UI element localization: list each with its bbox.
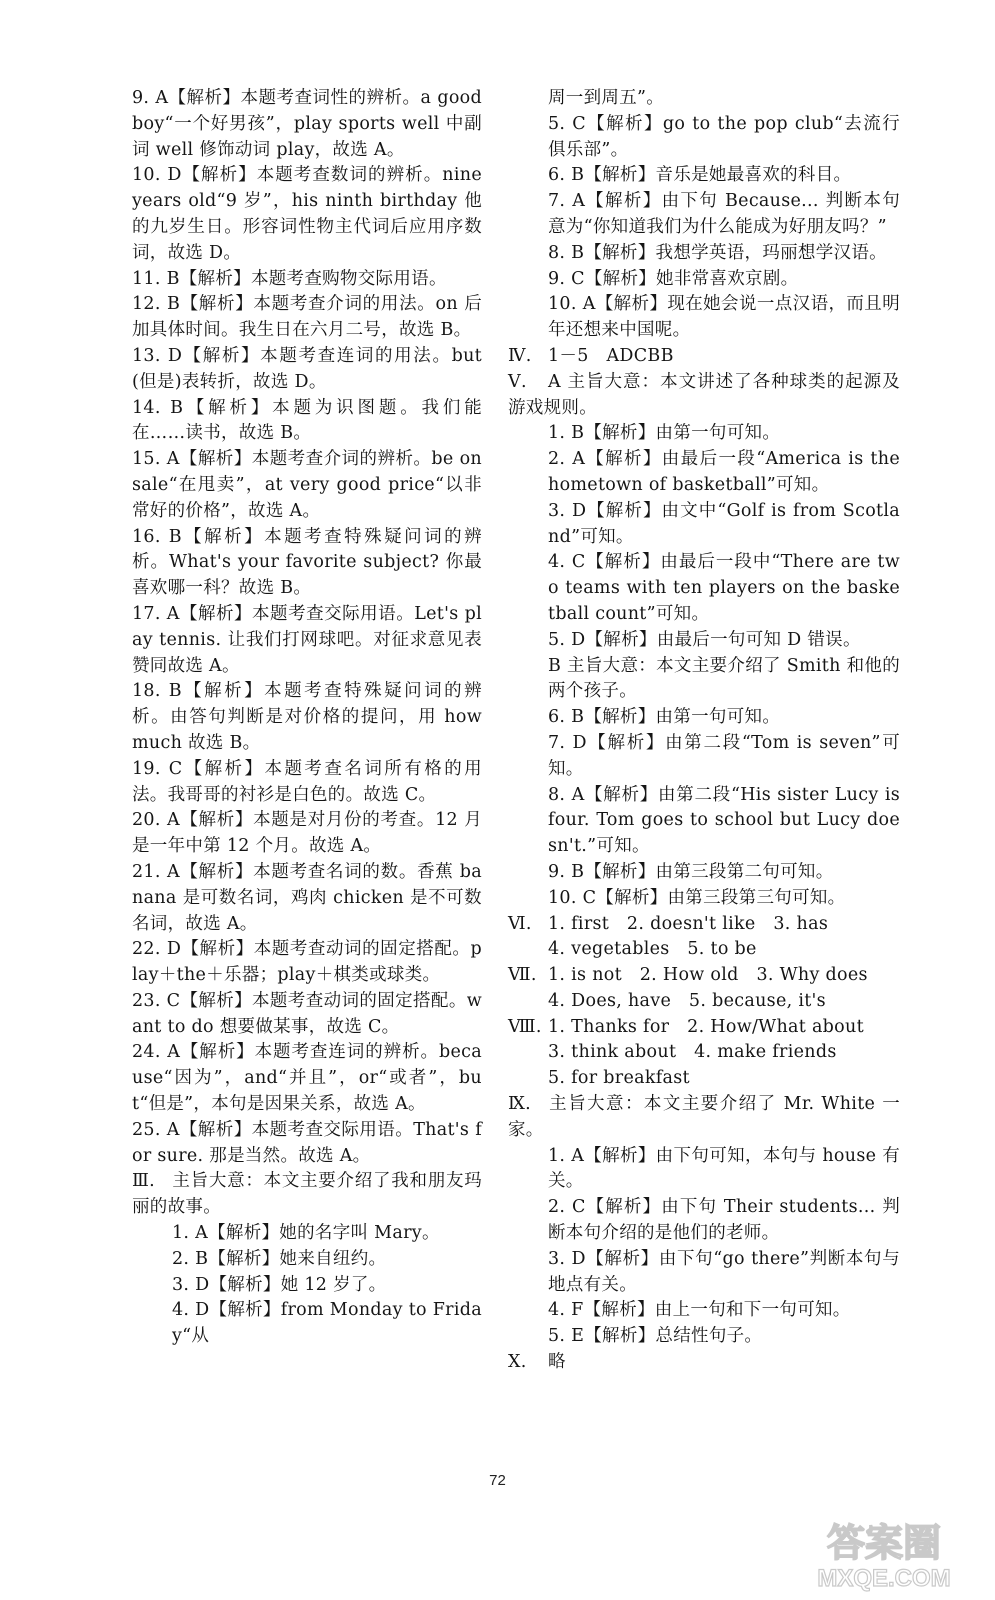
answer-item: 12. B【解析】本题考查介词的用法。on 后加具体时间。我生日在六月二号，故选 B。 (132, 294, 482, 341)
section-text: 1. Thanks for 2. How/What about (548, 1016, 864, 1037)
section-7 (508, 963, 900, 989)
answer-item: 1. A【解析】她的名字叫 Mary。 (172, 1223, 440, 1244)
answer-line: 4. Does, have 5. because, it's (548, 990, 826, 1011)
section-8 (508, 1015, 900, 1041)
answer-item: 9. B【解析】由第三段第二句可知。 (548, 861, 834, 882)
answer-line: 5. for breakfast (548, 1068, 690, 1089)
answer-item: 5. E【解析】总结性句子。 (548, 1326, 763, 1347)
section-number: Ⅹ. (508, 1352, 527, 1373)
section-number: Ⅲ. (132, 1171, 156, 1192)
section-text: 1. first 2. doesn't like 3. has (548, 913, 829, 934)
answer-item: 7. D【解析】由第二段“Tom is seven”可知。 (548, 732, 900, 779)
answer-item: 7. A【解析】由下句 Because... 判断本句意为“你知道我们为什么能成为好朋友吗？” (548, 191, 900, 237)
section-5-summary (508, 370, 900, 422)
answer-item: 22. D【解析】本题考查动词的固定搭配。play＋the＋乐器；play＋棋类或球类。 (132, 939, 482, 986)
answer-item-continued: 周一到周五”。 (548, 88, 665, 108)
answer-item: 17. A【解析】本题考查交际用语。Let's play tennis. 让我们打网球吧。对征求意见表赞同故选 A。 (132, 603, 482, 676)
section-text: 1－5 ADCBB (548, 345, 674, 366)
answer-item: 8. B【解析】我想学英语，玛丽想学汉语。 (548, 242, 887, 263)
page-number: 72 (489, 1472, 506, 1489)
section-9-summary (508, 1092, 900, 1144)
answer-item: 3. D【解析】她 12 岁了。 (172, 1274, 387, 1295)
answer-item: 3. D【解析】由文中“Golf is from Scotland”可知。 (548, 500, 900, 547)
answer-item: 20. A【解析】本题是对月份的考查。12 月是一年中第 12 个月。故选 A。 (132, 810, 482, 857)
answer-item: 19. C【解析】本题考查名词所有格的用法。我哥哥的衬衫是白色的。故选 C。 (132, 758, 482, 805)
answer-item: 24. A【解析】本题考查连词的辨析。because“因为”，and“并且”，or“或者”，but“但是”，本句是因果关系，故选 A。 (132, 1042, 482, 1115)
watermark-title: 答案圈 (826, 1521, 942, 1565)
answer-item: 8. A【解析】由第二段“His sister Lucy is four. Tom goes to school but Lucy doesn't.”可知。 (548, 784, 900, 857)
answer-item: 2. B【解析】她来自纽约。 (172, 1248, 387, 1269)
answer-item: 4. C【解析】由最后一段中“There are two teams with ten players on the basketball count”可知。 (548, 552, 900, 624)
section-number: Ⅸ. (508, 1094, 532, 1115)
section-text: A 主旨大意：本文讲述了各种球类的起源及游戏规则。 (508, 371, 900, 418)
answer-item: 23. C【解析】本题考查动词的固定搭配。want to do 想要做某事，故选 C。 (132, 990, 482, 1037)
section-number: Ⅶ. (508, 965, 537, 986)
answer-item: 18. B【解析】本题考查特殊疑问词的辨析。由答句判断是对价格的提问，用 how much 故选 B。 (132, 681, 482, 753)
watermark-logo (792, 1512, 977, 1592)
answer-item: 10. A【解析】现在她会说一点汉语，而且明年还想来中国呢。 (548, 294, 900, 341)
section-number: Ⅵ. (508, 913, 532, 934)
section-number: Ⅷ. (508, 1016, 542, 1037)
watermark-url: MXQE.COM (817, 1565, 951, 1592)
answer-item: 21. A【解析】本题考查名词的数。香蕉 banana 是可数名词，鸡肉 chicken 是不可数名词，故选 A。 (132, 861, 482, 934)
answer-line: 4. vegetables 5. to be (548, 939, 757, 960)
section-text: 1. is not 2. How old 3. Why does (548, 965, 868, 986)
section-number: Ⅴ. (508, 371, 527, 392)
section-text: 主旨大意：本文主要介绍了 Mr. White 一家。 (508, 1094, 900, 1140)
answer-item: 4. F【解析】由上一句和下一句可知。 (548, 1300, 851, 1321)
answer-item: 1. B【解析】由第一句可知。 (548, 423, 781, 444)
answer-item: 25. A【解析】本题考查交际用语。That's for sure. 那是当然。故选 A。 (132, 1119, 482, 1166)
answer-item: 2. A【解析】由最后一段“America is the hometown of basketball”可知。 (548, 449, 900, 495)
answer-item: 11. B【解析】本题考查购物交际用语。 (132, 268, 447, 289)
answer-item: 2. C【解析】由下句 Their students... 判断本句介绍的是他们的老师。 (548, 1197, 900, 1244)
section-6 (508, 912, 900, 938)
answer-item: 13. D【解析】本题考查连词的用法。but (但是)表转折，故选 D。 (132, 345, 482, 392)
answer-item: 5. C【解析】go to the pop club“去流行俱乐部”。 (548, 113, 900, 160)
answer-item: 9. C【解析】她非常喜欢京剧。 (548, 268, 799, 289)
answer-item: 10. C【解析】由第三段第三句可知。 (548, 887, 846, 908)
answer-item: 9. A【解析】本题考查词性的辨析。a good boy“一个好男孩”，play sports well 中副词 well 修饰动词 play，故选 A。 (132, 88, 482, 160)
answer-item: 6. B【解析】音乐是她最喜欢的科目。 (548, 165, 852, 186)
section-3-summary (132, 1169, 482, 1221)
left-column (132, 86, 482, 1350)
answer-item: 3. D【解析】由下句“go there”判断本句与地点有关。 (548, 1248, 900, 1295)
answer-line: 3. think about 4. make friends (548, 1042, 837, 1063)
answer-item: 6. B【解析】由第一句可知。 (548, 707, 781, 728)
section-number: Ⅳ. (508, 345, 532, 366)
answer-item: 10. D【解析】本题考查数词的辨析。nine years old“9 岁”，his ninth birthday 他的九岁生日。形容词性物主代词后应用序数词，故选 D。 (132, 165, 482, 263)
section-text: 略 (548, 1352, 566, 1373)
answer-item: 5. D【解析】由最后一句可知 D 错误。 (548, 629, 861, 650)
passage-b-summary: B 主旨大意：本文主要介绍了 Smith 和他的两个孩子。 (548, 655, 900, 702)
answer-item: 15. A【解析】本题考查介词的辨析。be on sale“在甩卖”，at very good price“以非常好的价格”，故选 A。 (132, 449, 482, 521)
section-4 (508, 344, 900, 370)
answer-item: 4. D【解析】from Monday to Friday“从 (172, 1300, 482, 1347)
answer-item: 14. B【解析】本题为识图题。我们能在……读书，故选 B。 (132, 397, 482, 444)
section-text: 主旨大意：本文主要介绍了我和朋友玛丽的故事。 (132, 1171, 482, 1218)
right-column (508, 86, 900, 1376)
answer-item: 16. B【解析】本题考查特殊疑问词的辨析。What's your favorite subject? 你最喜欢哪一科？故选 B。 (132, 526, 482, 599)
answer-item: 1. A【解析】由下句可知，本句与 house 有关。 (548, 1145, 900, 1192)
section-10 (508, 1350, 900, 1376)
